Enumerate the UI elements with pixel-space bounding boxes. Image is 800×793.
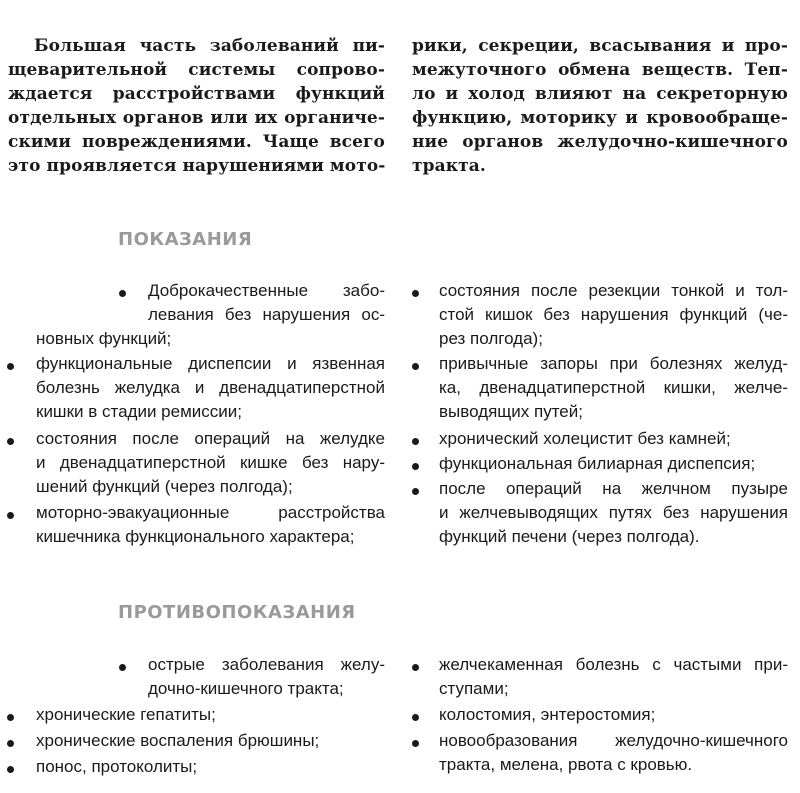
list-item-line: рез полгода); (439, 329, 543, 348)
bullet-icon (7, 363, 14, 370)
text-line: скими повреждениями. Чаще всего (8, 132, 385, 152)
list-item-line: ка, двенадцатиперстной кишки, желче- (439, 378, 788, 397)
list-item-line: кишечника функционального характера; (36, 527, 355, 546)
list-item-line: хронические гепатиты; (36, 705, 216, 724)
list-item-line: стой кишок без нарушения функций (че- (439, 305, 788, 324)
bullet-icon (7, 438, 14, 445)
list-item-line: Доброкачественные забо- (148, 281, 385, 300)
bullet-icon (412, 488, 419, 495)
list-item-line: моторно-эвакуационные расстройства (36, 503, 385, 522)
bullet-icon (412, 363, 419, 370)
text-line: Большая часть заболеваний пи- (34, 36, 385, 56)
text-line: функцию, моторику и кровообраще- (412, 108, 788, 128)
list-item-line: и двенадцатиперстной кишке без нару- (36, 453, 385, 472)
list-item-line: новных функций; (36, 329, 172, 348)
text-line: щеварительной системы сопрово- (8, 60, 385, 80)
bullet-icon (7, 714, 14, 721)
bullet-icon (7, 512, 14, 519)
list-item-line: после операций на желчном пузыре (439, 479, 788, 498)
indications-heading: ПОКАЗАНИЯ (118, 229, 253, 250)
list-item-line: дочно-кишечного тракта; (148, 679, 344, 698)
list-item-line: выводящих путей; (439, 402, 583, 421)
list-item-line: функциональная билиарная диспепсия; (439, 454, 756, 473)
list-item-line: состояния после резекции тонкой и тол- (439, 281, 788, 300)
text-line: ние органов желудочно-кишечного (412, 132, 788, 152)
list-item-line: ступами; (439, 679, 509, 698)
list-item-line: левания без нарушения ос- (148, 305, 385, 324)
text-line: отдельных органов или их органиче- (8, 108, 385, 128)
text-line: это проявляется нарушениями мото- (8, 156, 386, 176)
list-item-line: функциональные диспепсии и язвенная (36, 354, 385, 373)
list-item-line: тракта, мелена, рвота с кровью. (439, 755, 693, 774)
bullet-icon (7, 766, 14, 773)
list-item-line: острые заболевания желу- (148, 655, 385, 674)
bullet-icon (412, 664, 419, 671)
text-line: ждается расстройствами функций (8, 84, 385, 104)
text-line: тракта. (412, 156, 486, 176)
list-item-line: понос, протоколиты; (36, 757, 198, 776)
bullet-icon (412, 290, 419, 297)
list-item-line: привычные запоры при болезнях желуд- (439, 354, 788, 373)
list-item-line: хронические воспаления брюшины; (36, 731, 320, 750)
list-item-line: желчекаменная болезнь с частыми при- (439, 655, 788, 674)
text-line: ло и холод влияют на секреторную (412, 84, 788, 104)
list-item-line: хронический холецистит без камней; (439, 429, 731, 448)
list-item-line: кишки в стадии ремиссии; (36, 402, 242, 421)
bullet-icon (412, 438, 419, 445)
list-item-line: колостомия, энтеростомия; (439, 705, 656, 724)
bullet-icon (119, 664, 126, 671)
list-item-line: и желчевыводящих путях без нарушения (439, 503, 788, 522)
bullet-icon (119, 290, 126, 297)
list-item-line: состояния после операций на желудке (36, 429, 385, 448)
bullet-icon (412, 714, 419, 721)
text-line: рики, секреции, всасывания и про- (412, 36, 788, 56)
bullet-icon (412, 740, 419, 747)
list-item-line: болезнь желудка и двенадцатиперстной (36, 378, 385, 397)
bullet-icon (7, 740, 14, 747)
text-line: межуточного обмена веществ. Теп- (412, 60, 788, 80)
contraindications-heading: ПРОТИВОПОКАЗАНИЯ (118, 602, 356, 623)
list-item-line: шений функций (через полгода); (36, 477, 293, 496)
list-item-line: функций печени (через полгода). (439, 527, 700, 546)
list-item-line: новообразования желудочно-кишечного (439, 731, 788, 750)
bullet-icon (412, 463, 419, 470)
